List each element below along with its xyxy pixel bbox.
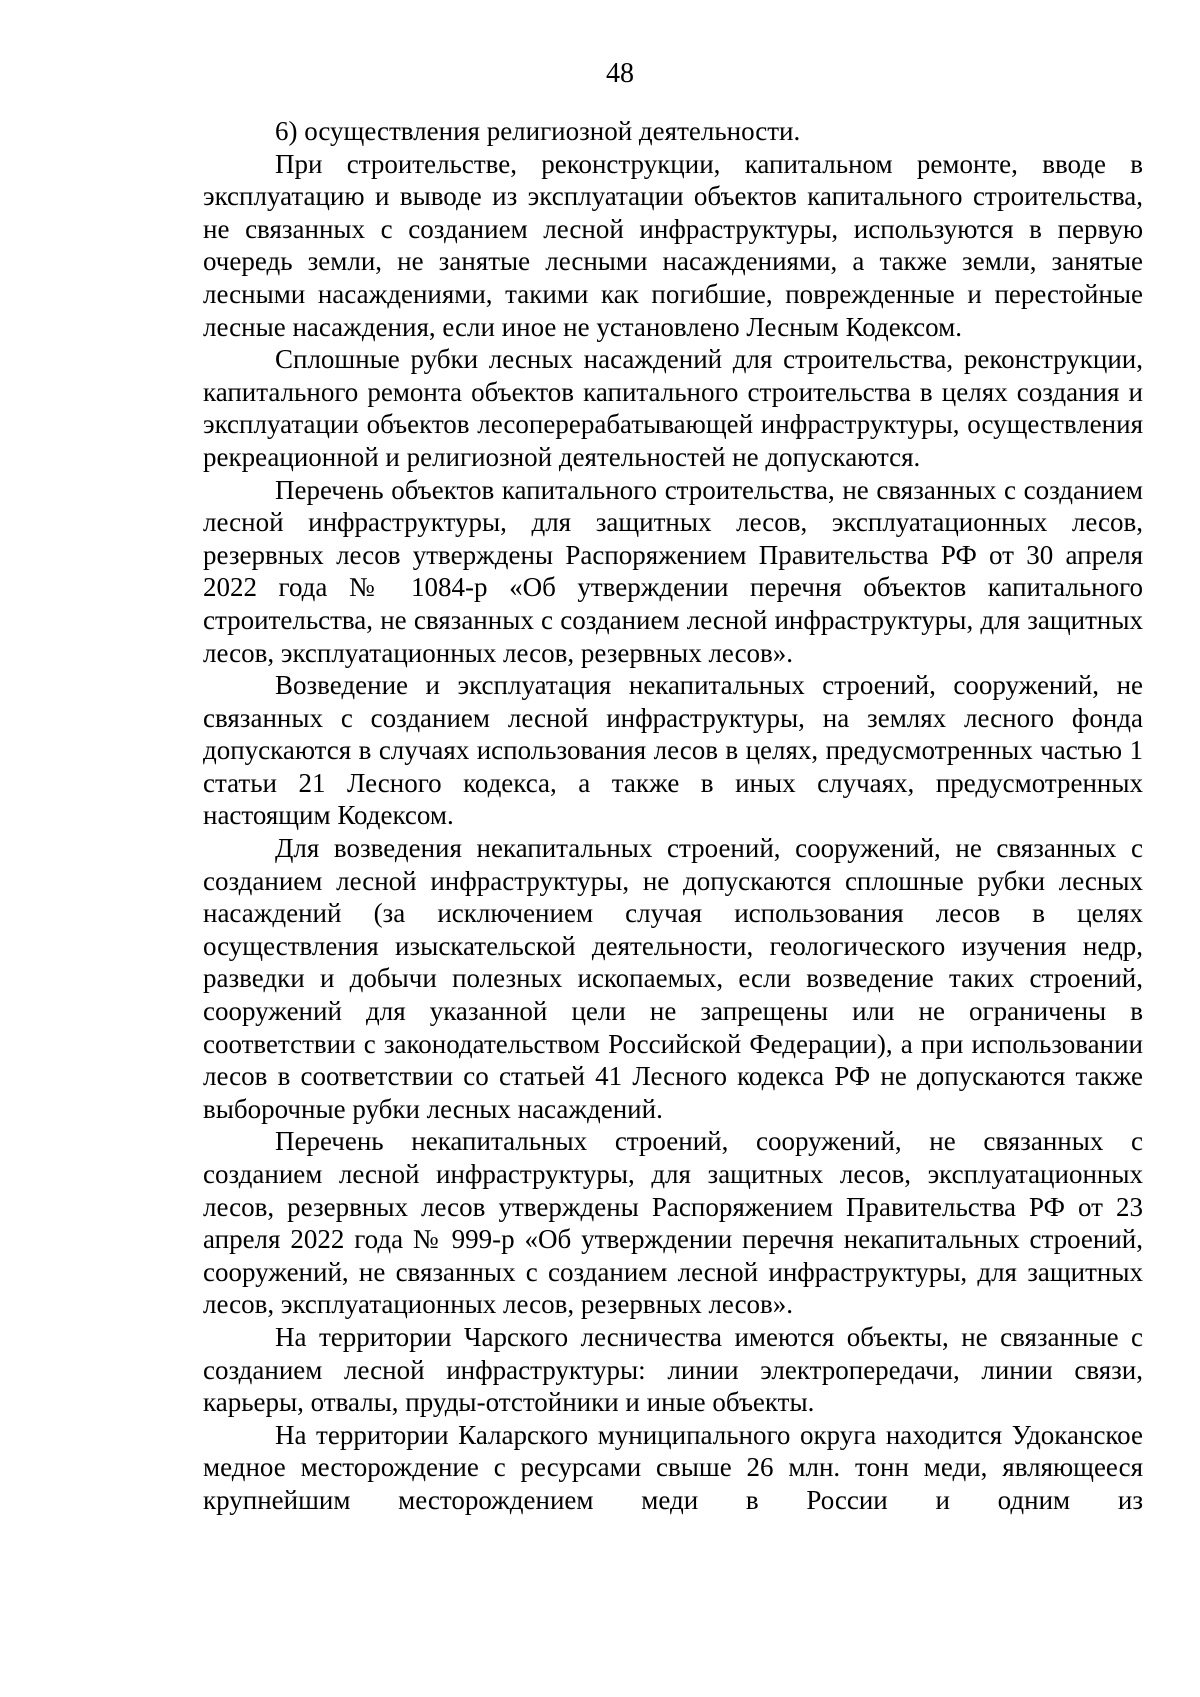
paragraph-capital-objects-list: Перечень объектов капитального строительства, не связанных с созданием лесной инфраструктуры, для защитных лесов, эксплуатационных лесов, резервных лесов утверждены Распоряжением Правительства РФ от 30 апреля 2022 года № 1084-р «Об утверждении перечня объектов капитального строительства, не связанных с созданием лесной инфраструктуры, для защитных лесов, эксплуатационных лесов, резервных лесов». [203,474,1143,668]
paragraph-udokan-deposit: На территории Каларского муниципального округа находится Удоканское медное месторождение с ресурсами свыше 26 млн. тонн меди, являющееся крупнейшим месторождением меди в России и одним из [203,1419,1143,1515]
paragraph-non-capital-cutting: Для возведения некапитальных строений, сооружений, не связанных с созданием лесной инфраструктуры, не допускаются сплошные рубки лесных насаждений (за исключением случая использования лесов в целях осуществления изыскательской деятельности, геологического изучения недр, разведки и добычи полезных ископаемых, если возведение таких строений, сооружений для указанной цели не запрещены или не ограничены в соответствии с законодательством Российской Федерации), а при использовании лесов в соответствии со статьей 41 Лесного кодекса РФ не допускаются также выборочные рубки лесных насаждений. [203,833,1143,1124]
paragraph-non-capital-objects-list: Перечень некапитальных строений, сооружений, не связанных с созданием лесной инфраструктуры, для защитных лесов, эксплуатационных лесов, резервных лесов утверждены Распоряжением Правительства РФ от 23 апреля 2022 года № 999-р «Об утверждении перечня некапитальных строений, сооружений, не связанных с созданием лесной инфраструктуры, для защитных лесов, эксплуатационных лесов, резервных лесов». [203,1126,1143,1320]
paragraph-clear-cutting: Сплошные рубки лесных насаждений для строительства, реконструкции, капитального ремонта объектов капитального строительства в целях создания и эксплуатации объектов лесоперерабатывающей инфраструктуры, осуществления рекреационной и религиозной деятельностей не допускаются. [203,344,1143,472]
page-number: 48 [606,58,634,89]
paragraph-religious-activity: 6) осуществления религиозной деятельности. [275,116,801,146]
paragraph-capital-construction: При строительстве, реконструкции, капитальном ремонте, вводе в эксплуатацию и выводе из эксплуатации объектов капитального строительства, не связанных с созданием лесной инфраструктуры, используются в первую очередь земли, не занятые лесными насаждениями, а также земли, занятые лесными насаждениями, такими как погибшие, поврежденные и перестойные лесные насаждения, если иное не установлено Лесным Кодексом. [203,148,1143,342]
document-body [203,115,1143,1517]
paragraph-non-capital-erection: Возведение и эксплуатация некапитальных строений, сооружений, не связанных с созданием лесной инфраструктуры, на землях лесного фонда допускаются в случаях использования лесов в целях, предусмотренных частью 1 статьи 21 Лесного кодекса, а также в иных случаях, предусмотренных настоящим Кодексом. [203,670,1143,831]
paragraph-charsky-forestry-objects: На территории Чарского лесничества имеются объекты, не связанные с созданием лесной инфраструктуры: линии электропередачи, линии связи, карьеры, отвалы, пруды-отстойники и иные объекты. [203,1321,1143,1418]
